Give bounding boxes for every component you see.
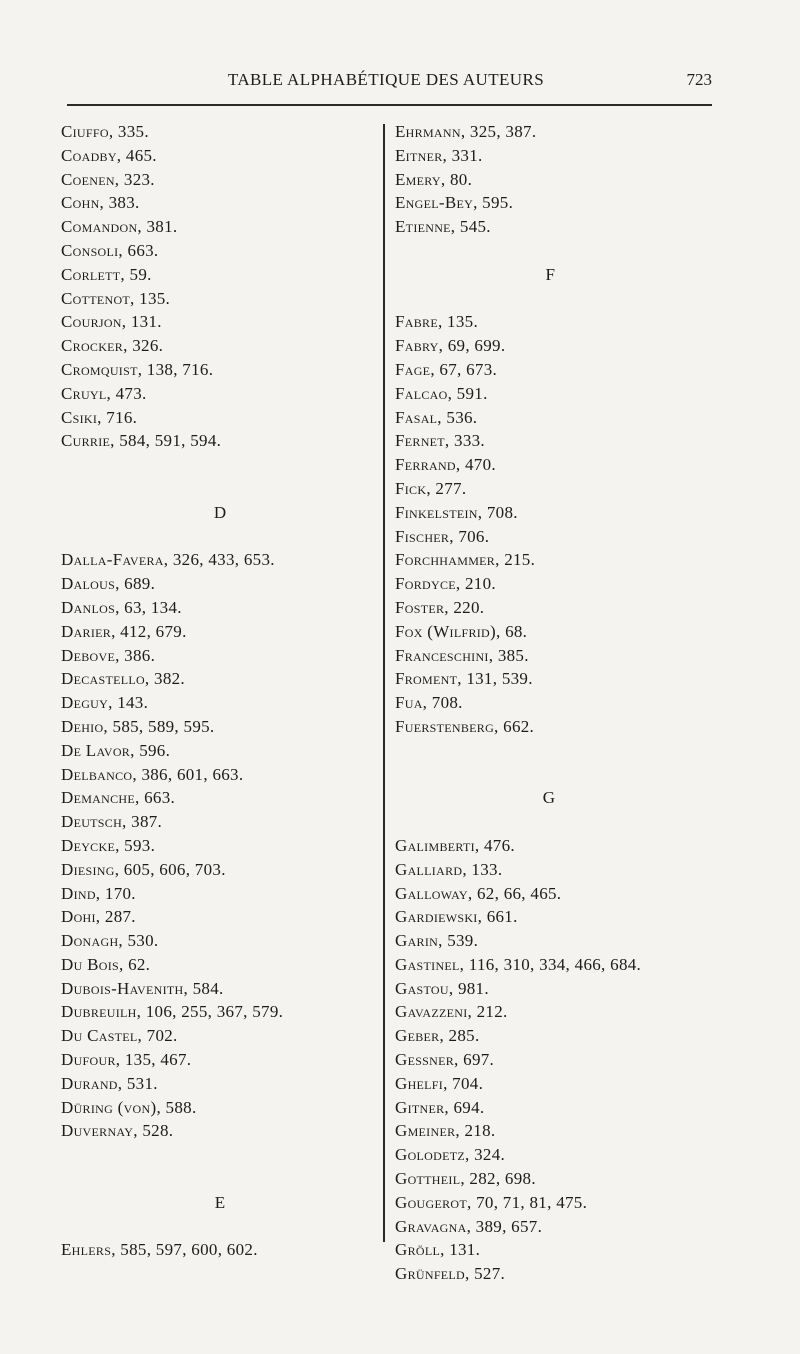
index-entry: Dalla-Favera, 326, 433, 653. [61, 550, 275, 570]
index-entry: Gitner, 694. [395, 1097, 485, 1117]
index-entry: Debove, 386. [61, 645, 156, 665]
index-entry: De Lavor, 596. [61, 740, 171, 760]
index-entry: Consoli, 663. [61, 240, 159, 260]
index-entry: Fage, 67, 673. [395, 359, 498, 379]
index-entry: Du Bois, 62. [61, 954, 151, 974]
index-entry: Courjon, 131. [61, 312, 162, 332]
index-entry: Dehio, 585, 589, 595. [61, 716, 215, 736]
index-entry: Durand, 531. [61, 1073, 158, 1093]
index-entry: Grünfeld, 527. [395, 1264, 506, 1284]
index-entry: Dufour, 135, 467. [61, 1050, 192, 1070]
index-entry: Dubreuilh, 106, 255, 367, 579. [61, 1002, 284, 1022]
index-entry: Finkelstein, 708. [395, 502, 518, 522]
index-entry: Galloway, 62, 66, 465. [395, 883, 562, 903]
index-entry: Fabry, 69, 699. [395, 336, 506, 356]
index-entry: Coadby, 465. [61, 145, 157, 165]
index-entry: Dohi, 287. [61, 907, 136, 927]
index-entry: Gardiewski, 661. [395, 907, 518, 927]
index-entry: Fasal, 536. [395, 407, 478, 427]
index-entry: Decastello, 382. [61, 669, 185, 689]
index-entry: Corlett, 59. [61, 264, 152, 284]
index-entry: Currie, 584, 591, 594. [61, 431, 222, 451]
index-entry: Dubois-Havenith, 584. [61, 978, 224, 998]
index-entry: Gottheil, 282, 698. [395, 1169, 536, 1189]
index-entry: Franceschini, 385. [395, 645, 529, 665]
index-entry: Galliard, 133. [395, 859, 503, 879]
index-entry: Deycke, 593. [61, 835, 156, 855]
index-entry: Garin, 539. [395, 931, 479, 951]
index-entry: Donagh, 530. [61, 931, 159, 951]
index-entry: Duvernay, 528. [61, 1121, 174, 1141]
index-entry: Forchhammer, 215. [395, 550, 536, 570]
index-entry: Cohn, 383. [61, 193, 140, 213]
index-entry: Gougerot, 70, 71, 81, 475. [395, 1192, 588, 1212]
index-entry: Cruyl, 473. [61, 383, 147, 403]
index-entry: Danlos, 63, 134. [61, 597, 182, 617]
index-entry: Deguy, 143. [61, 693, 149, 713]
index-entry: Fox (Wilfrid), 68. [395, 621, 528, 641]
running-title: TABLE ALPHABÉTIQUE DES AUTEURS [227, 70, 545, 89]
index-entry: Froment, 131, 539. [395, 669, 533, 689]
index-entry: Gravagna, 389, 657. [395, 1216, 543, 1236]
section-letter-f: F [545, 264, 555, 284]
index-entry: Eitner, 331. [395, 145, 483, 165]
index-entry: Golodetz, 324. [395, 1145, 506, 1165]
right-column [395, 120, 725, 1286]
section-letter-d: D [213, 502, 227, 522]
index-entry: Dind, 170. [61, 883, 136, 903]
index-entry: Emery, 80. [395, 169, 473, 189]
index-entry: Ghelfi, 704. [395, 1073, 484, 1093]
page-number: 723 [686, 70, 712, 89]
section-letter-g: G [542, 788, 555, 808]
index-entry: Falcao, 591. [395, 383, 488, 403]
index-entry: Foster, 220. [395, 597, 485, 617]
left-column [61, 120, 379, 1262]
index-entry: Fick, 277. [395, 478, 467, 498]
index-entry: Csiki, 716. [61, 407, 138, 427]
index-entry: Engel-Bey, 595. [395, 193, 514, 213]
index-entry: Diesing, 605, 606, 703. [61, 859, 226, 879]
index-entry: Geber, 285. [395, 1026, 480, 1046]
index-entry: Darier, 412, 679. [61, 621, 187, 641]
index-entry: Ciuffo, 335. [61, 122, 149, 141]
index-entry: Delbanco, 386, 601, 663. [61, 764, 244, 784]
index-entry: Fischer, 706. [395, 526, 490, 546]
index-entry: Dalous, 689. [61, 574, 156, 594]
index-entry: Fernet, 333. [395, 431, 485, 451]
index-entry: Coenen, 323. [61, 169, 155, 189]
index-entry: Gavazzeni, 212. [395, 1002, 508, 1022]
index-entry: Ferrand, 470. [395, 455, 496, 475]
index-entry: Ehlers, 585, 597, 600, 602. [61, 1240, 258, 1260]
index-entry: Demanche, 663. [61, 788, 176, 808]
section-letter-e: E [214, 1192, 226, 1212]
index-entry: Gastou, 981. [395, 978, 489, 998]
column-divider [383, 124, 385, 1242]
index-entry: Cromquist, 138, 716. [61, 359, 214, 379]
index-entry: Gastinel, 116, 310, 334, 466, 684. [395, 954, 642, 974]
index-entry: Ehrmann, 325, 387. [395, 122, 537, 141]
index-entry: Fordyce, 210. [395, 574, 496, 594]
index-entry: Fua, 708. [395, 693, 463, 713]
index-entry: Cottenot, 135. [61, 288, 171, 308]
index-entry: Crocker, 326. [61, 336, 164, 356]
index-entry: Fuerstenberg, 662. [395, 716, 535, 736]
index-entry: Gröll, 131. [395, 1240, 481, 1260]
index-entry: Deutsch, 387. [61, 812, 163, 832]
index-entry: Fabre, 135. [395, 312, 479, 332]
index-entry: Düring (von), 588. [61, 1097, 197, 1117]
index-entry: Galimberti, 476. [395, 835, 515, 855]
index-entry: Du Castel, 702. [61, 1026, 178, 1046]
index-entry: Gessner, 697. [395, 1050, 495, 1070]
index-entry: Comandon, 381. [61, 217, 178, 237]
header-rule [67, 104, 712, 106]
index-entry: Gmeiner, 218. [395, 1121, 496, 1141]
index-entry: Etienne, 545. [395, 217, 491, 237]
page-header [60, 70, 712, 96]
